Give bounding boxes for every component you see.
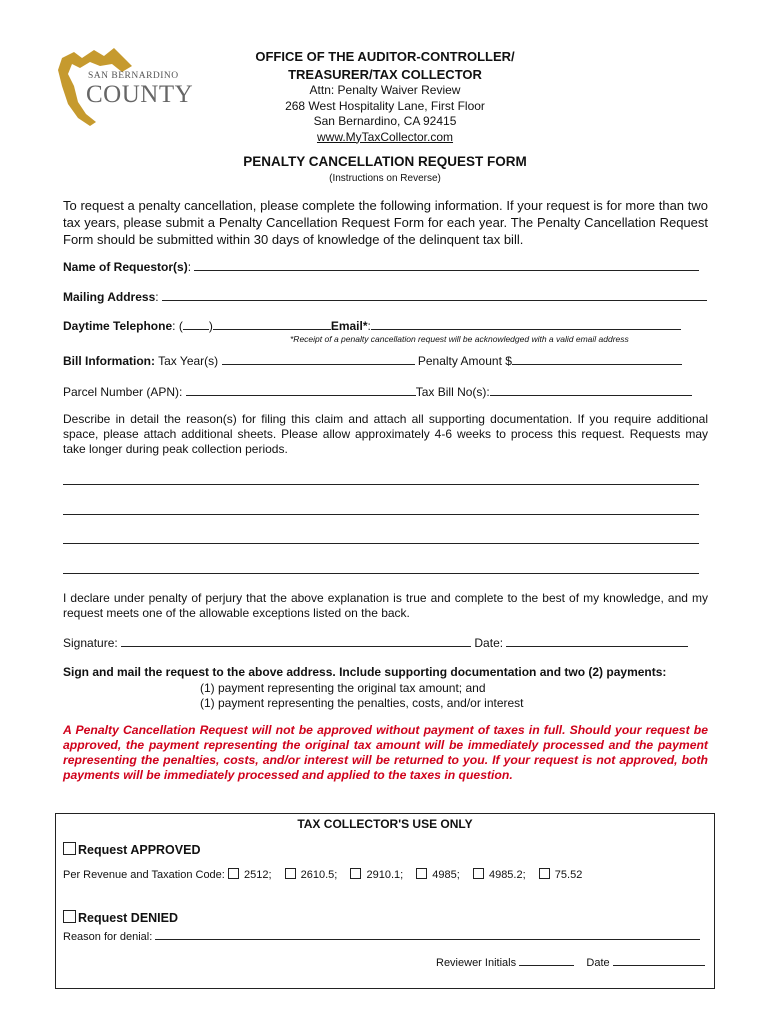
payment-2: (1) payment representing the penalties, costs, and/or interest <box>200 696 524 710</box>
tax-years-input[interactable] <box>222 353 415 365</box>
code-checkbox-4985-2[interactable] <box>473 868 484 879</box>
signature-date-input[interactable] <box>506 635 688 647</box>
reason-line-3[interactable] <box>63 543 699 544</box>
parcel-row: Parcel Number (APN): Tax Bill No(s): <box>63 384 708 399</box>
attn-line: Attn: Penalty Waiver Review <box>309 83 461 97</box>
describe-paragraph: Describe in detail the reason(s) for filing this claim and attach all supporting documentation. If you require additional space, please attach additional sheets. Please allow approximately 4-6 weeks to process this request. Requests may take longer during peak collection periods. <box>63 412 708 456</box>
office-address <box>200 83 570 145</box>
intro-paragraph: To request a penalty cancellation, please complete the following information. If your request is for more than two tax years, please submit a Penalty Cancellation Request Form for each year. The Penalty Cancellation Request Form should be submitted within 30 days of knowledge of the delinquent tax bill. <box>63 198 708 247</box>
reviewer-date-input[interactable] <box>613 956 705 966</box>
city-line: San Bernardino, CA 92415 <box>313 114 457 128</box>
reason-line-2[interactable] <box>63 514 699 515</box>
code-checkbox-2512[interactable] <box>228 868 239 879</box>
phone-email-row: Daytime Telephone: ( ) Email*: <box>63 318 708 333</box>
approved-row: Request APPROVED <box>63 842 200 857</box>
form-title: PENALTY CANCELLATION REQUEST FORM <box>243 154 527 169</box>
email-note: *Receipt of a penalty cancellation request will be acknowledged with a valid email address <box>290 334 629 344</box>
denied-row: Request DENIED <box>63 910 178 925</box>
reason-line-1[interactable] <box>63 484 699 485</box>
office-title: OFFICE OF THE AUDITOR-CONTROLLER/ TREASURER/TAX COLLECTOR <box>255 49 515 82</box>
approved-checkbox[interactable] <box>63 842 76 855</box>
phone-input[interactable] <box>213 318 331 330</box>
code-checkbox-2910-1[interactable] <box>350 868 361 879</box>
code-checkbox-75-52[interactable] <box>539 868 550 879</box>
website-link[interactable]: www.MyTaxCollector.com <box>316 129 454 144</box>
requestor-row: Name of Requestor(s): <box>63 259 708 274</box>
penalty-amount-input[interactable] <box>512 353 682 365</box>
bill-info-row: Bill Information: Tax Year(s) Penalty Amount $ <box>63 353 708 368</box>
reason-line-4[interactable] <box>63 573 699 574</box>
code-checkbox-2610-5[interactable] <box>285 868 296 879</box>
payment-warning: A Penalty Cancellation Request will not be approved without payment of taxes in full. Should your request be approved, the payment representing the original tax amount will be immediately processed and the payment representing the penalties, costs, and/or interest will be returned to you. If your request is not approved, both payments will be immediately processed and applied to the taxes in question. <box>63 723 708 782</box>
code-checkbox-4985[interactable] <box>416 868 427 879</box>
reason-denial-input[interactable] <box>155 930 700 940</box>
street-line: 268 West Hospitality Lane, First Floor <box>285 98 485 113</box>
area-code-input[interactable] <box>183 318 209 330</box>
code-row: Per Revenue and Taxation Code: 2512; 2610.5; 2910.1; 4985; 4985.2; 75.52 <box>63 869 583 881</box>
declaration-paragraph: I declare under penalty of perjury that the above explanation is true and complete to the best of my knowledge, and my request meets one of the allowable exceptions listed on the back. <box>63 591 708 620</box>
reviewer-row: Reviewer Initials Date <box>436 956 705 969</box>
tax-bill-input[interactable] <box>490 384 692 396</box>
mail-instruction: Sign and mail the request to the above address. Include supporting documentation and two (2) payments: <box>63 665 667 679</box>
signature-row: Signature: Date: <box>63 635 708 650</box>
reason-denial-row: Reason for denial: <box>63 930 700 943</box>
form-subtitle: (Instructions on Reverse) <box>329 173 441 184</box>
office-use-title: TAX COLLECTOR'S USE ONLY <box>297 817 473 831</box>
mailing-address-input[interactable] <box>162 289 707 301</box>
email-input[interactable] <box>371 318 681 330</box>
parcel-number-input[interactable] <box>186 384 416 396</box>
county-logo <box>52 44 202 128</box>
logo-text-top: SAN BERNARDINO <box>88 71 179 81</box>
mailing-row: Mailing Address: <box>63 289 708 304</box>
requestor-input[interactable] <box>194 259 699 271</box>
payment-1: (1) payment representing the original tax amount; and <box>200 681 486 695</box>
denied-checkbox[interactable] <box>63 910 76 923</box>
logo-text-county: COUNTY <box>86 81 194 108</box>
reviewer-initials-input[interactable] <box>519 956 574 966</box>
signature-input[interactable] <box>121 635 471 647</box>
